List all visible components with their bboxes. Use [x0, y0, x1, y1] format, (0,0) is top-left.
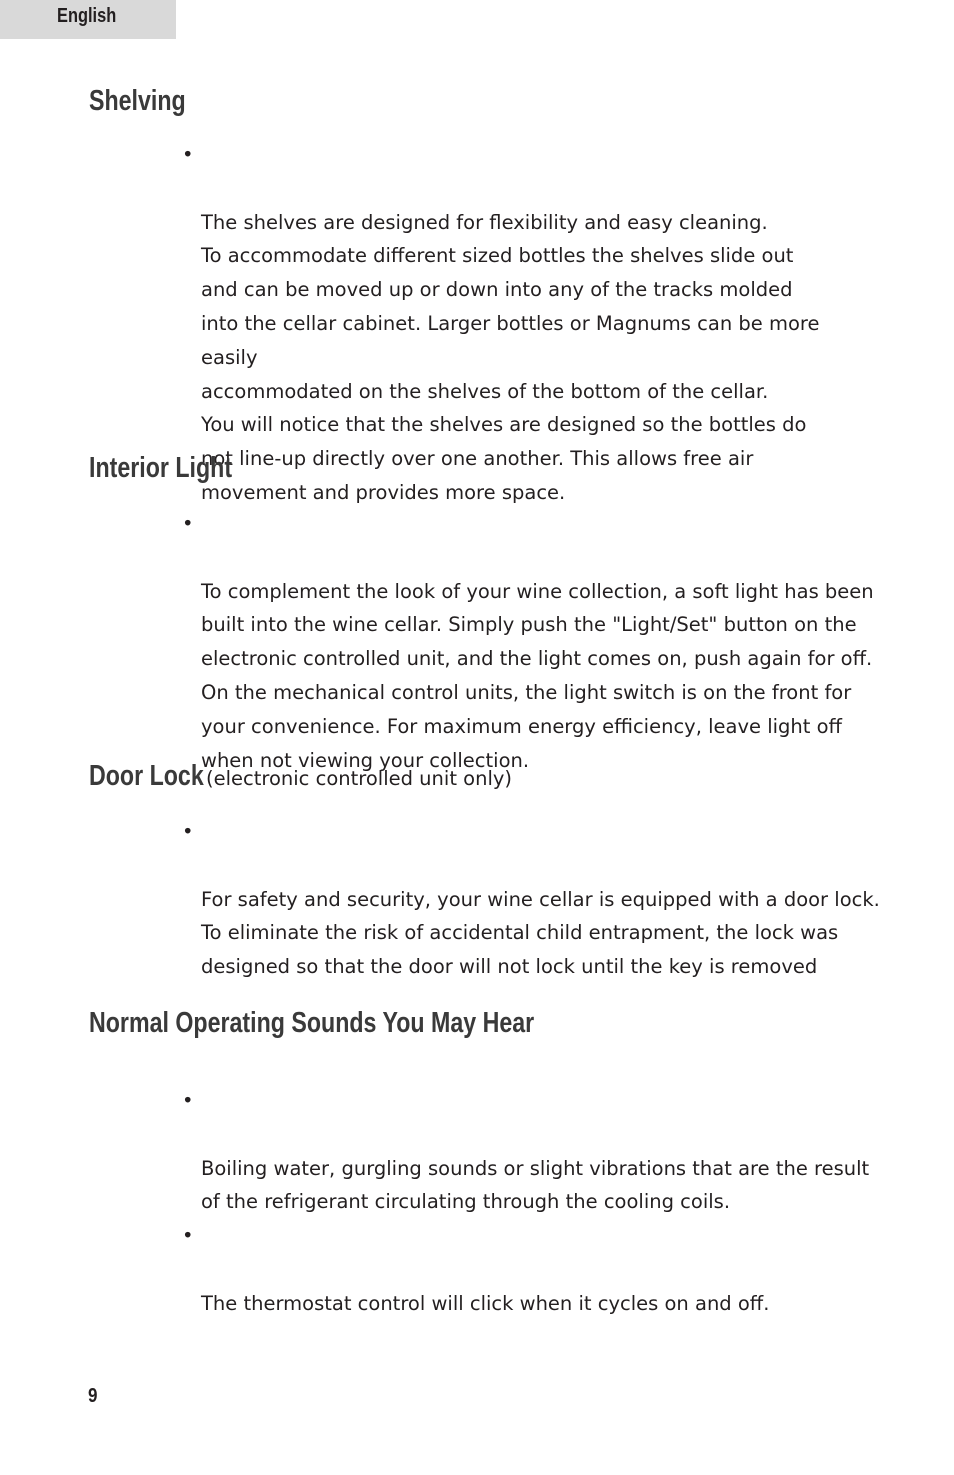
bullet-item — [182, 1219, 882, 1320]
language-label: English — [57, 5, 117, 27]
bullet-dot: • — [182, 512, 194, 535]
bullet-text: Boiling water, gurgling sounds or slight vibrations that are the result of the refrigerant circulating through the cooling coils. — [201, 1156, 870, 1214]
section-body-door-lock — [182, 815, 882, 984]
bullet-text: The thermostat control will click when it cycles on and off. — [201, 1291, 770, 1315]
section-body-interior-light — [182, 507, 882, 777]
bullet-dot: • — [182, 1224, 194, 1248]
section-title-operating-sounds: Normal Operating Sounds You May Hear — [89, 1007, 535, 1039]
section-title-shelving: Shelving — [89, 85, 186, 117]
section-body-operating-sounds — [182, 1084, 882, 1321]
page-number: 9 — [88, 1385, 98, 1407]
bullet-text: To complement the look of your wine collection, a soft light has been built into the wine cellar. Simply push the "Light/Set" button on the electronic controlled unit, and the light comes on, push again for off. On the mechanical control units, the light switch is on the front for your convenience. For maximum energy efficiency, leave light off when not viewing your collection. — [201, 579, 874, 772]
bullet-dot: • — [182, 820, 194, 843]
language-tab — [0, 0, 176, 39]
bullet-item — [182, 815, 882, 984]
bullet-text: The shelves are designed for flexibility and easy cleaning. To accommodate different sized bottles the shelves slide out and can be moved up or down into any of the tracks molded into the cellar cabinet. Larger bottles or Magnums can be more easily accommodated on the shelves of the bottom of the cellar. You will notice that the shelves are designed so the bottles do not line-up directly over one another. This allows free air movement and provides more space. — [201, 210, 820, 504]
section-title-door-lock: Door Lock — [89, 760, 204, 792]
bullet-text: For safety and security, your wine cellar is equipped with a door lock. To eliminate the risk of accidental child entrapment, the lock was designed so that the door will not lock until the key is removed — [201, 887, 880, 979]
bullet-item — [182, 507, 882, 777]
bullet-item — [182, 1084, 882, 1219]
section-note-door-lock: (electronic controlled unit only) — [206, 767, 513, 790]
bullet-dot: • — [182, 143, 194, 166]
bullet-dot: • — [182, 1089, 194, 1112]
section-body-shelving — [182, 138, 882, 510]
section-title-interior-light: Interior Light — [89, 452, 233, 484]
bullet-item — [182, 138, 882, 510]
